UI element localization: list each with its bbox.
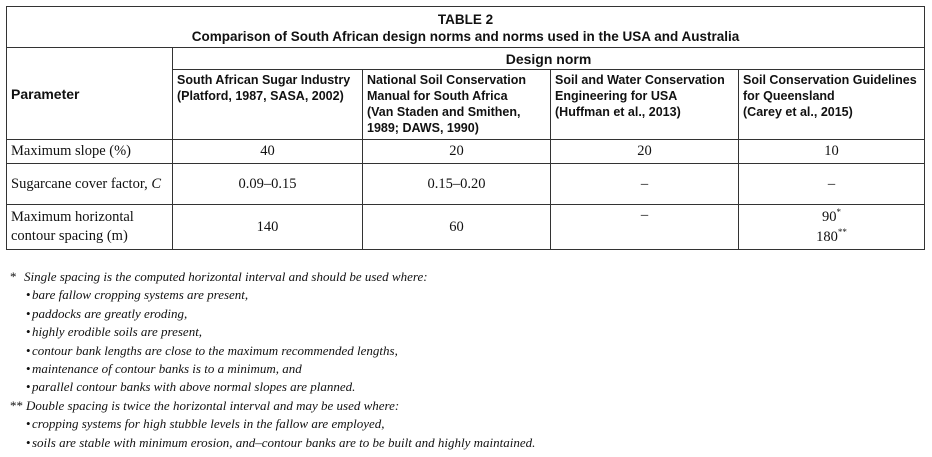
row-parameter: Maximum horizontal contour spacing (m) bbox=[7, 205, 173, 250]
bullet-text: parallel contour banks with above normal slopes are planned. bbox=[32, 379, 356, 395]
table-row-contour-spacing bbox=[7, 205, 925, 250]
footnote-single bbox=[10, 268, 922, 286]
list-item bbox=[10, 415, 922, 433]
cell-value: 20 bbox=[363, 140, 551, 164]
list-item bbox=[10, 434, 922, 452]
bullet-text: maintenance of contour banks is to a minimum, and bbox=[32, 361, 302, 377]
bullet-icon: • bbox=[26, 379, 31, 395]
norm-name: National Soil Conservation Manual for South Africa bbox=[367, 73, 527, 103]
bullet-icon: • bbox=[26, 305, 31, 321]
cell-value: – bbox=[551, 164, 739, 205]
norm-reference: (Huffman et al., 2013) bbox=[555, 105, 681, 119]
bullet-icon: • bbox=[26, 434, 31, 450]
bullet-text: cropping systems for high stubble levels in the fallow are employed, bbox=[32, 416, 385, 432]
list-item bbox=[10, 286, 922, 304]
norm-header-sa-sugar bbox=[173, 70, 363, 140]
design-norms-table bbox=[6, 6, 925, 250]
cell-value: 60 bbox=[363, 205, 551, 250]
footnote-text: Single spacing is the computed horizontal interval and should be used where: bbox=[24, 269, 428, 284]
cell-value: – bbox=[739, 164, 925, 205]
norm-reference: (Van Staden and Smithen, 1989; DAWS, 1990) bbox=[367, 105, 521, 135]
bullet-icon: • bbox=[26, 342, 31, 358]
parameter-header: Parameter bbox=[7, 48, 173, 140]
cell-value: – bbox=[551, 205, 739, 250]
table-title: Comparison of South African design norms and norms used in the USA and Australia bbox=[191, 28, 740, 44]
norm-name: Soil Conservation Guidelines for Queensland bbox=[743, 73, 917, 103]
norm-name: Soil and Water Conservation Engineering for USA bbox=[555, 73, 725, 103]
parameter-symbol: C bbox=[151, 175, 161, 192]
row-parameter: Maximum slope (%) bbox=[7, 140, 173, 164]
norm-header-national-soil bbox=[363, 70, 551, 140]
design-norm-header: Design norm bbox=[173, 48, 925, 70]
table-row-max-slope bbox=[7, 140, 925, 164]
footnote-mark: * bbox=[10, 269, 17, 284]
norm-name: South African Sugar Industry bbox=[177, 73, 351, 87]
footnote-mark: ** bbox=[10, 397, 23, 413]
norm-reference: (Carey et al., 2015) bbox=[743, 105, 853, 119]
cell-value: 20 bbox=[551, 140, 739, 164]
cell-value-spacing bbox=[739, 205, 925, 250]
cell-value: 0.09–0.15 bbox=[173, 164, 363, 205]
single-spacing-value: 90 bbox=[822, 209, 837, 225]
cell-value: 0.15–0.20 bbox=[363, 164, 551, 205]
footnote-text: Double spacing is twice the horizontal interval and may be used where: bbox=[26, 397, 400, 413]
bullet-text: paddocks are greatly eroding, bbox=[32, 305, 188, 321]
bullet-icon: • bbox=[26, 416, 31, 432]
design-norms-table-wrapper bbox=[6, 6, 924, 250]
list-item bbox=[10, 323, 922, 341]
table-footnotes bbox=[10, 268, 922, 452]
list-item bbox=[10, 360, 922, 378]
bullet-text: contour bank lengths are close to the maximum recommended lengths, bbox=[32, 342, 398, 358]
bullet-icon: • bbox=[26, 324, 31, 340]
footnote-double bbox=[10, 397, 922, 415]
cell-value: 140 bbox=[173, 205, 363, 250]
bullet-text: bare fallow cropping systems are present, bbox=[32, 287, 249, 303]
double-spacing-mark: ** bbox=[837, 227, 847, 237]
list-item bbox=[10, 305, 922, 323]
bullet-text: soils are stable with minimum erosion, and–contour banks are to be built and highly maintained. bbox=[32, 434, 536, 450]
norm-reference: (Platford, 1987, SASA, 2002) bbox=[177, 89, 344, 103]
table-row-cover-factor bbox=[7, 164, 925, 205]
norm-header-queensland bbox=[739, 70, 925, 140]
norm-header-usa bbox=[551, 70, 739, 140]
single-spacing-mark: * bbox=[836, 207, 841, 217]
cell-value: 40 bbox=[173, 140, 363, 164]
list-item bbox=[10, 342, 922, 360]
cell-value: 10 bbox=[739, 140, 925, 164]
double-spacing-value: 180 bbox=[816, 229, 838, 245]
table-number: TABLE 2 bbox=[437, 11, 494, 27]
parameter-text: Sugarcane cover factor, bbox=[11, 175, 152, 192]
table-caption bbox=[7, 7, 925, 48]
bullet-icon: • bbox=[26, 361, 31, 377]
row-parameter bbox=[7, 164, 173, 205]
list-item bbox=[10, 378, 922, 396]
bullet-text: highly erodible soils are present, bbox=[32, 324, 203, 340]
bullet-icon: • bbox=[26, 287, 31, 303]
